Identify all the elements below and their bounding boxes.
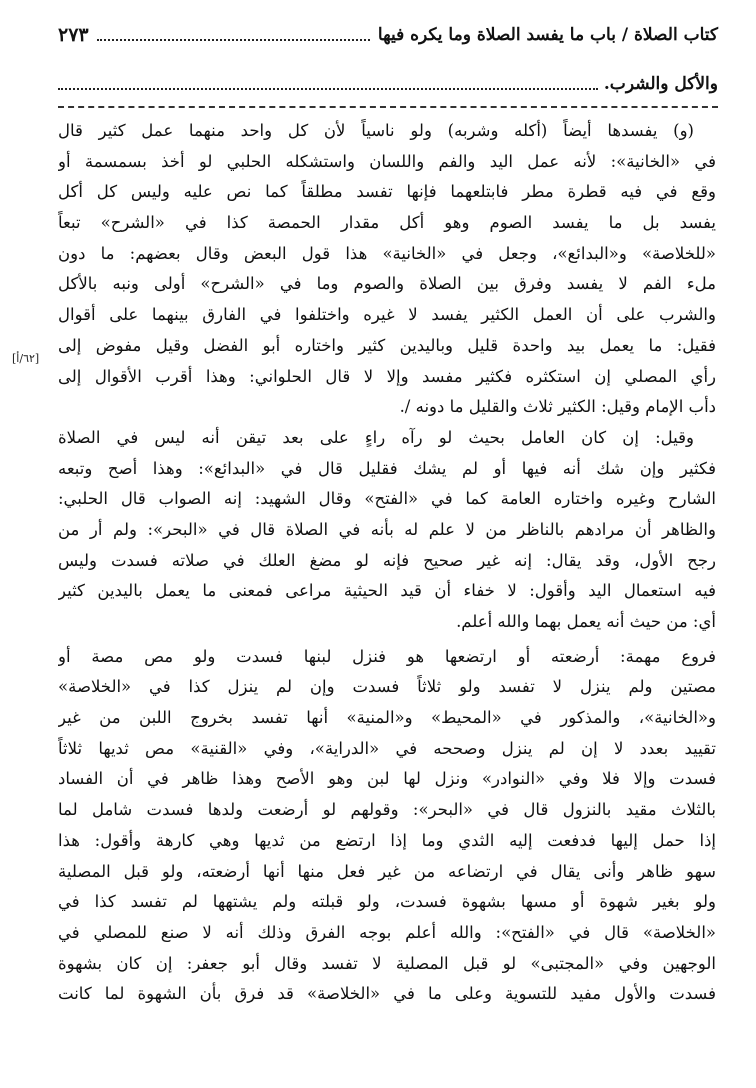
text-line: فسدت والأول مفيد للتسوية وعلى ما في «الخلاصة» قد فرق بأن الشهوة لما كانت (58, 984, 716, 1004)
text-line: بالثلاث مقيد بالنزول قال في «البحر»: وقولهم لو أرضعت ولدها فسدت شامل لما (58, 800, 716, 820)
running-header (58, 20, 718, 50)
text-line: في «الخانية»: لأنه عمل اليد والفم واللسان واستشكله الحلبي لو أخذ بسمسمة أو (58, 151, 716, 171)
text-line: والظاهر أن مرادهم بالناظر من لا علم له بأنه في الصلاة قال في «البحر»: ولم أر من (58, 519, 716, 539)
header-title: كتاب الصلاة / باب ما يفسد الصلاة وما يكره فيها (377, 25, 718, 45)
text-line: إذا حمل إليها فدفعت إليه الثدي وما إذا ارتضع من ثديها وهي كارهة وأقول: هذا (58, 830, 716, 850)
text-line: فروع مهمة: أرضعته أو ارتضعها هو فنزل لبنها فسدت ولو مص مصة أو (58, 646, 716, 666)
text-line: وقع في فيه قطرة مطر فابتلعهما فإنها تفسد مطلقاً كما نص عليه وليس كل أكل (58, 182, 716, 202)
text-line: الشارح وغيره واختاره العامة كما في «الفتح» وقال الشهيد: إنه الصواب قال الحلبي: (58, 489, 716, 509)
text-line: فيه استعمال اليد وأقول: لا خفاء أن قيد الحيثية مراعى فمعنى ما يعمل باليدين كثير (58, 581, 716, 601)
text-line: رأي المصلي إن استكثره فكثير مفسد وإلا لا قال الحلواني: وهذا أقرب الأقوال إلى (58, 366, 716, 386)
commentary-text (58, 116, 716, 1010)
text-line: الوجهين وفي «المجتبى» لو قبل المصلية لا تفسد وقال أبو جعفر: إن كان بشهوة (58, 953, 716, 973)
header-dotted-leader (97, 29, 370, 41)
text-line: فسدت وإلا فلا وفي «النوادر» ونزل لها لبن وهو الأصح وهذا ظاهر في أن الفساد (58, 769, 716, 789)
text-line: فكثير وإن شك أنه فيها أو لم يشك فقليل قال في «البدائع»: وهذا أصح وتبعه (58, 458, 716, 478)
text-line: وقيل: إن كان العامل بحيث لو رآه راءٍ على بعد تيقن أنه ليس في الصلاة (58, 427, 694, 447)
text-line: مصتين ولم ينزل لا تفسد ولو ثلاثاً فسدت وإن لم ينزل كذا في «الخلاصة» (58, 677, 716, 697)
heading-dotted-leader (58, 78, 598, 90)
text-line: و«الخانية»، والمذكور في «المحيط» و«المنية» أنها تفسد بخروج اللبن من غير (58, 708, 716, 728)
text-line: ولو بغير شهوة أو مسها بشهوة فسدت، ولو قبلته ولم يشتهها لم تفسد كذا في (58, 892, 716, 912)
page-number: ٢٧٣ (58, 24, 89, 46)
text-line: ملء الفم لا يفسد وفرق بين الصلاة والصوم وما في «الشرح» أولى ونبه بالأكل (58, 274, 716, 294)
section-heading-row (58, 70, 718, 98)
text-line: فقيل: ما يعمل بيد واحدة قليل وباليدين كثير واختاره أبو الفضل وقيل مفوض إلى (58, 335, 716, 355)
text-line: «الخلاصة» قال في «الفتح»: والله أعلم بوجه الفرق وذلك أنه لا صنع للمصلي في (58, 922, 716, 942)
text-line: والشرب على أن العمل الكثير يفسد لا غيره واختلفوا في الفارق بينهما على أقوال (58, 305, 716, 325)
margin-folio-note: [٦٢/أ] (12, 352, 40, 365)
text-line: سهو ظاهر وأنى يقال في ارتضاعه من غير فعل منها أنها أرضعته، ولو قبل المصلية (58, 861, 716, 881)
text-line: «للخلاصة» و«البدائع»، وجعل في «الخانية» هذا قول البعض وقال بعضهم: ما دون (58, 243, 716, 263)
section-heading: والأكل والشرب. (603, 74, 718, 94)
text-line: أي: من حيث أنه يعمل بهما والله أعلم. (456, 612, 716, 631)
text-line: رجح الأول، وقد يقال: إنه غير صحيح فإنه لو مضغ العلك في صلاته فسدت وليس (58, 550, 716, 570)
commentary-divider (58, 106, 718, 108)
text-line: يفسد بل ما يفسد الصوم وهو أكل مقدار الحمصة كذا في «الشرح» تبعاً (58, 213, 716, 233)
text-line: تقييد بعدد لا إن لم ينزل وصححه في «الدراية»، وفي «القنية» مص ثديها ثلاثاً (58, 738, 716, 758)
text-line: (و) يفسدها أيضاً (أكله وشربه) ولو ناسياً لأن كل واحد منهما عمل كثير قال (58, 121, 694, 140)
text-line: دأب الإمام وقيل: الكثير ثلاث والقليل ما دونه /. (399, 397, 716, 417)
